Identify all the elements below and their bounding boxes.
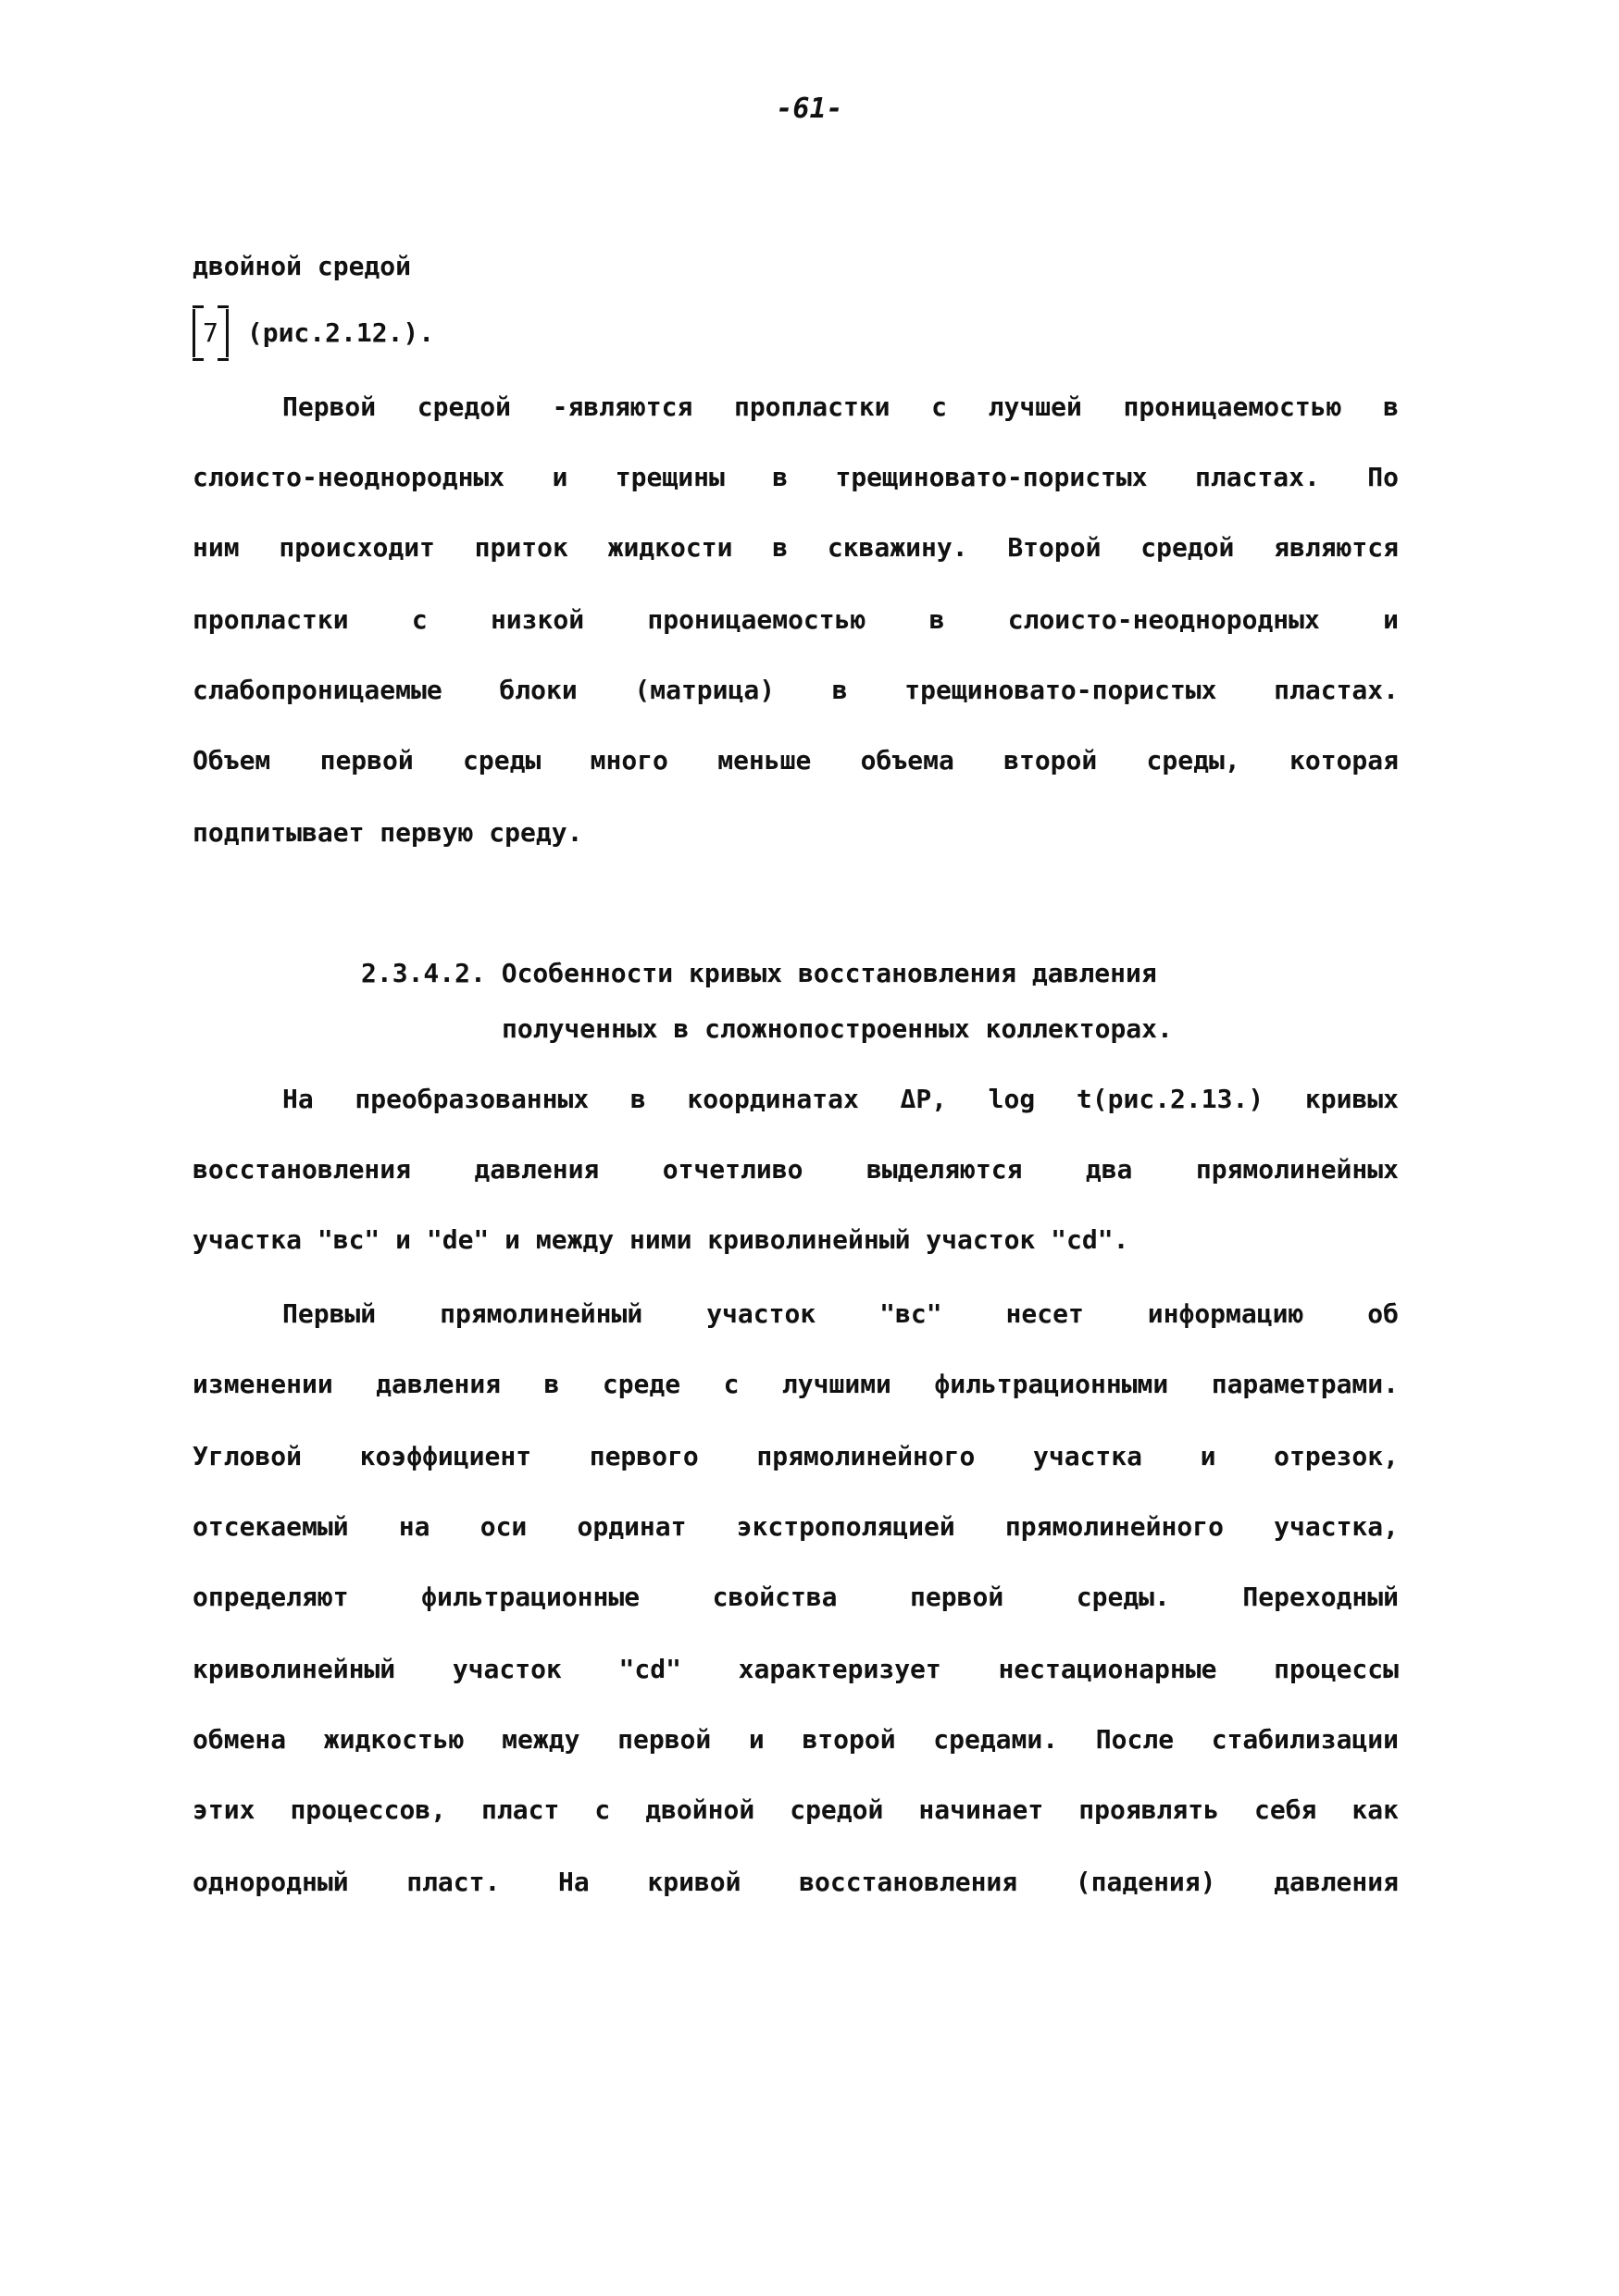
paragraph-line: Объем первой среды много меньше объема второй среды, которая — [193, 745, 1399, 776]
paragraph-line: изменении давления в среде с лучшими фильтрационными параметрами. — [193, 1369, 1399, 1399]
figure-reference: (рис.2.12.). — [246, 317, 435, 348]
paragraph-line: ним происходит приток жидкости в скважину. Второй средой являются — [193, 532, 1399, 563]
paragraph-line: На преобразованных в координатах ΔP, log t(рис.2.13.) кривых — [282, 1084, 1399, 1114]
paragraph-line: Угловой коэффициент первого прямолинейного участка и отрезок, — [193, 1441, 1399, 1471]
section-heading-line-2: полученных в сложнопостроенных коллекторах. — [502, 1013, 1173, 1044]
paragraph-line: пропластки с низкой проницаемостью в слоисто-неоднородных и — [193, 604, 1399, 635]
section-heading-line-1: 2.3.4.2. Особенности кривых восстановления давления — [361, 958, 1157, 988]
paragraph-line: обмена жидкостью между первой и второй средами. После стабилизации — [193, 1724, 1399, 1755]
paragraph-line: однородный пласт. На кривой восстановления (падения) давления — [193, 1867, 1399, 1897]
paragraph-line: этих процессов, пласт с двойной средой начинает проявлять себя как — [193, 1794, 1399, 1825]
paragraph-line: Первый прямолинейный участок "вс" несет информацию об — [282, 1298, 1399, 1329]
paragraph-line: подпитывает первую среду. — [193, 817, 583, 848]
paragraph-line: Первой средой -являются пропластки с лучшей проницаемостью в — [282, 391, 1399, 422]
paragraph-line: слоисто-неоднородных и трещины в трещиновато-пористых пластах. По — [193, 462, 1399, 492]
paragraph-line: определяют фильтрационные свойства первой среды. Переходный — [193, 1582, 1399, 1612]
paragraph-line: слабопроницаемые блоки (матрица) в трещиновато-пористых пластах. — [193, 675, 1399, 705]
paragraph-line: отсекаемый на оси ординат экстрополяцией прямолинейного участка, — [193, 1511, 1399, 1542]
reference-number: 7 — [193, 309, 229, 357]
reference-line — [193, 309, 1399, 357]
paragraph-line: участка "вс" и "de" и между ними криволинейный участок "cd". — [193, 1224, 1129, 1255]
text-line: двойной средой — [193, 251, 412, 281]
page-number: -61- — [776, 93, 843, 125]
paragraph-line: восстановления давления отчетливо выделяются два прямолинейных — [193, 1154, 1399, 1185]
paragraph-line: криволинейный участок "cd" характеризует нестационарные процессы — [193, 1654, 1399, 1684]
